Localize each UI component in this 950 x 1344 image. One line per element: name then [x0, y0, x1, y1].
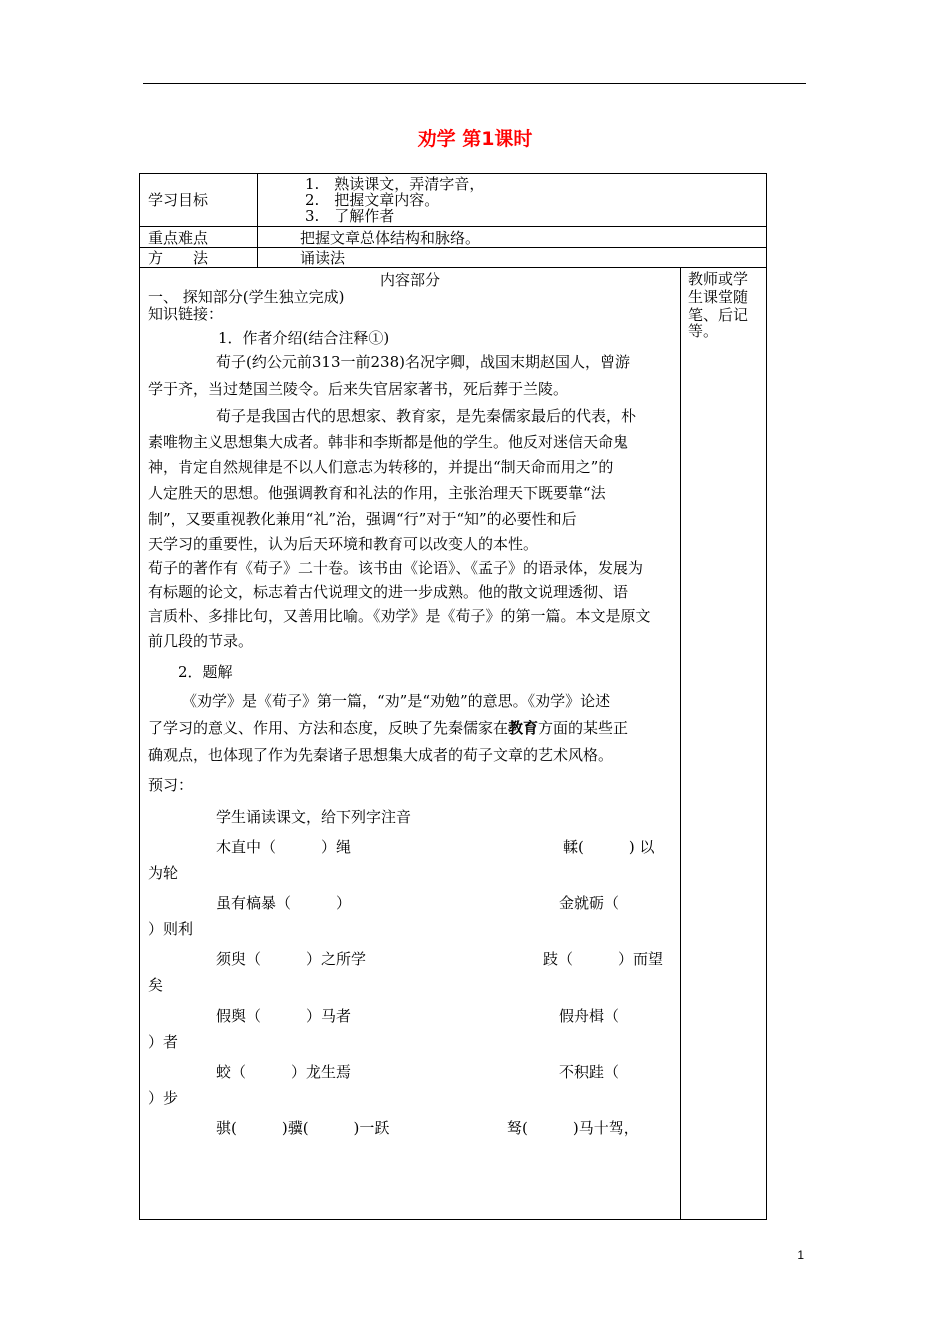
explanation-text: 方面的某些正 [538, 719, 629, 737]
education-link: 教育 [508, 719, 539, 737]
goal-item: 2. 把握文章内容。 [305, 191, 440, 209]
exercise-item: 虽有槁暴（ ） [216, 894, 352, 912]
notes-header: 等。 [688, 322, 719, 340]
exercise-item-continued: 矣 [148, 976, 164, 994]
author-paragraph-line: 天学习的重要性，认为后天环境和教育可以改变人的本性。 [148, 535, 539, 553]
author-paragraph-line: 人定胜天的思想。他强调教育和礼法的作用，主张治理天下既要靠“法 [148, 484, 606, 502]
exercise-item-continued: 为轮 [148, 864, 179, 882]
author-paragraph-line: 学于齐，当过楚国兰陵令。后来失官居家著书，死后葬于兰陵。 [148, 380, 569, 398]
exercise-item-continued: ）则利 [148, 920, 194, 938]
author-paragraph-line: 有标题的论文，标志着古代说理文的进一步成熟。他的散文说理透彻、语 [148, 583, 629, 601]
exercise-item-continued: ）者 [148, 1033, 179, 1051]
method-label: 方 法 [148, 249, 209, 267]
knowledge-link-label: 知识链接： [148, 305, 224, 323]
method-text: 诵读法 [300, 249, 346, 267]
row-divider-difficulty [139, 247, 767, 248]
exercise-item: 驽( )马十驾， [507, 1119, 639, 1137]
explanation-line [148, 717, 628, 738]
section-author-title: 1．作者介绍(结合注释①) [218, 329, 390, 347]
notes-header: 教师或学 [688, 270, 749, 288]
exercise-item: 假舟楫（ [559, 1007, 620, 1025]
author-paragraph-line: 制”，又要重视教化兼用“礼”治，强调“行”对于“知”的必要性和后 [148, 510, 577, 528]
author-paragraph-line: 荀子的著作有《荀子》二十卷。该书由《论语》、《孟子》的语录体，发展为 [148, 559, 644, 577]
page-title: 劝学 第1课时 [417, 128, 533, 150]
exercise-item: 跂（ ）而望 [543, 950, 664, 968]
exercise-item: 须臾（ ）之所学 [216, 950, 367, 968]
author-paragraph-line: 言质朴、多排比句，又善用比喻。《劝学》是《荀子》的第一篇。本文是原文 [148, 607, 651, 625]
exercise-item: 骐( )骥( )一跃 [216, 1119, 390, 1137]
author-paragraph-line: 神，肯定自然规律是不以人们意志为转移的，并提出“制天命而用之”的 [148, 458, 614, 476]
exercise-item: 假舆（ ）马者 [216, 1007, 352, 1025]
header-rule [143, 83, 806, 84]
section-title-explanation: 2．题解 [178, 663, 233, 681]
explanation-line: 确观点，也体现了作为先秦诸子思想集大成者的荀子文章的艺术风格。 [148, 746, 614, 764]
notes-header: 生课堂随 [688, 288, 749, 306]
author-paragraph-line: 荀子是我国古代的思想家、教育家，是先秦儒家最后的代表，朴 [216, 407, 637, 425]
explanation-text: 了学习的意义、作用、方法和态度，反映了先秦儒家在 [148, 719, 509, 737]
part-one-heading: 一、 探知部分(学生独立完成) [148, 288, 345, 306]
exercise-item: 金就砺（ [559, 894, 620, 912]
notes-column-divider [680, 267, 681, 1220]
content-header: 内容部分 [380, 271, 441, 289]
row-divider-goals [139, 226, 767, 227]
difficulty-text: 把握文章总体结构和脉络。 [300, 229, 481, 247]
exercise-item: 蛟（ ）龙生焉 [216, 1063, 352, 1081]
page-number: 1 [797, 1248, 804, 1262]
author-paragraph-line: 荀子(约公元前313一前238)名况字卿，战国末期赵国人，曾游 [216, 353, 630, 371]
exercise-intro: 学生诵读课文，给下列字注音 [216, 808, 412, 826]
exercise-item: 不积跬（ [559, 1063, 620, 1081]
label-column-divider [257, 173, 258, 267]
author-paragraph-line: 素唯物主义思想集大成者。韩非和李斯都是他的学生。他反对迷信天命鬼 [148, 433, 629, 451]
difficulty-label: 重点难点 [148, 229, 209, 247]
author-paragraph-line: 前几段的节录。 [148, 632, 254, 650]
goal-label: 学习目标 [148, 191, 209, 209]
row-divider-method [139, 267, 767, 268]
goal-item: 3. 了解作者 [305, 207, 395, 225]
preview-label: 预习： [148, 776, 194, 794]
exercise-item: 木直中（ ）绳 [216, 838, 352, 856]
goal-item: 1. 熟读课文，弄清字音， [305, 175, 485, 193]
exercise-item-continued: ）步 [148, 1089, 179, 1107]
notes-header: 笔、后记 [688, 306, 749, 324]
explanation-line: 《劝学》是《荀子》第一篇，“劝”是“劝勉”的意思。《劝学》论述 [182, 692, 611, 710]
exercise-item: 輮( ) 以 [563, 838, 655, 856]
